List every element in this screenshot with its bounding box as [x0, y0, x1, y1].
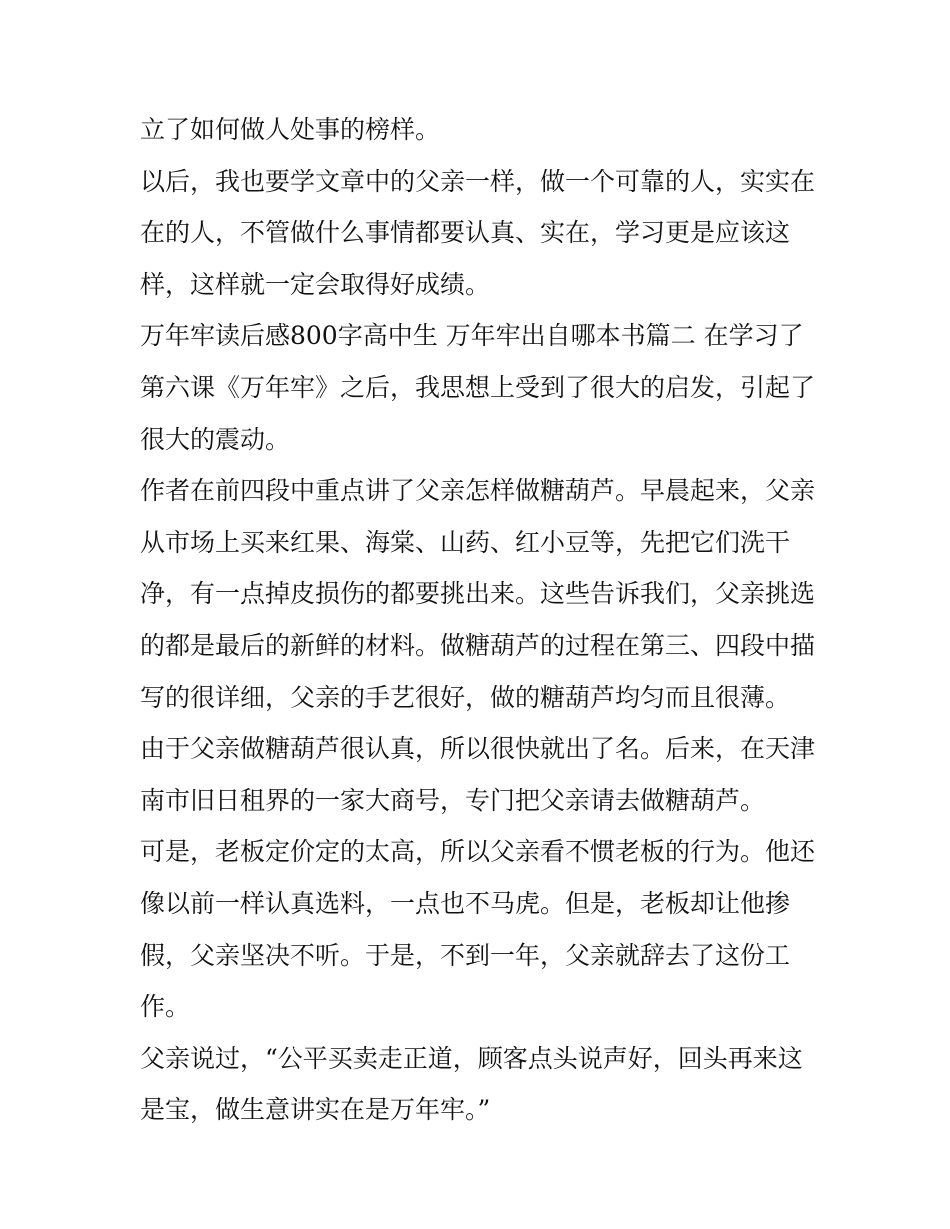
text-line: 作。: [140, 992, 191, 1022]
text-line: 净，有一点掉皮损伤的都要挑出来。这些告诉我们，父亲挑选: [140, 579, 816, 609]
text-line: 可是，老板定价定的太高，所以父亲看不惯老板的行为。他还: [140, 837, 816, 867]
text-line: 在的人，不管做什么事情都要认真、实在，学习更是应该这: [140, 218, 791, 248]
text-line: 是宝，做生意讲实在是万年牢。”: [140, 1095, 491, 1125]
text-line: 假，父亲坚决不听。于是，不到一年，父亲就辞去了这份工: [140, 940, 791, 970]
text-line: 万年牢读后感800字高中生 万年牢出自哪本书篇二 在学习了: [140, 321, 804, 351]
text-line: 作者在前四段中重点讲了父亲怎样做糖葫芦。早晨起来，父亲: [140, 476, 816, 506]
text-line: 立了如何做人处事的榜样。: [140, 115, 441, 144]
text-line: 样，这样就一定会取得好成绩。: [140, 269, 491, 299]
text-line: 以后，我也要学文章中的父亲一样，做一个可靠的人，实实在: [140, 166, 816, 196]
text-line: 第六课《万年牢》之后，我思想上受到了很大的启发，引起了: [140, 372, 816, 402]
text-line: 从市场上买来红果、海棠、山药、红小豆等，先把它们洗干: [140, 527, 791, 557]
text-line: 很大的震动。: [140, 424, 291, 454]
body-text: [140, 104, 820, 1136]
text-line: 的都是最后的新鲜的材料。做糖葫芦的过程在第三、四段中描: [140, 630, 816, 660]
text-line: 父亲说过，“公平买卖走正道，顾客点头说声好，回头再来这: [140, 1043, 803, 1073]
text-line: 写的很详细，父亲的手艺很好，做的糖葫芦均匀而且很薄。: [140, 682, 791, 712]
text-line: 由于父亲做糖葫芦很认真，所以很快就出了名。后来，在天津: [140, 734, 816, 764]
text-line: 南市旧日租界的一家大商号，专门把父亲请去做糖葫芦。: [140, 785, 766, 815]
text-line: 像以前一样认真选料，一点也不马虎。但是，老板却让他掺: [140, 888, 791, 918]
